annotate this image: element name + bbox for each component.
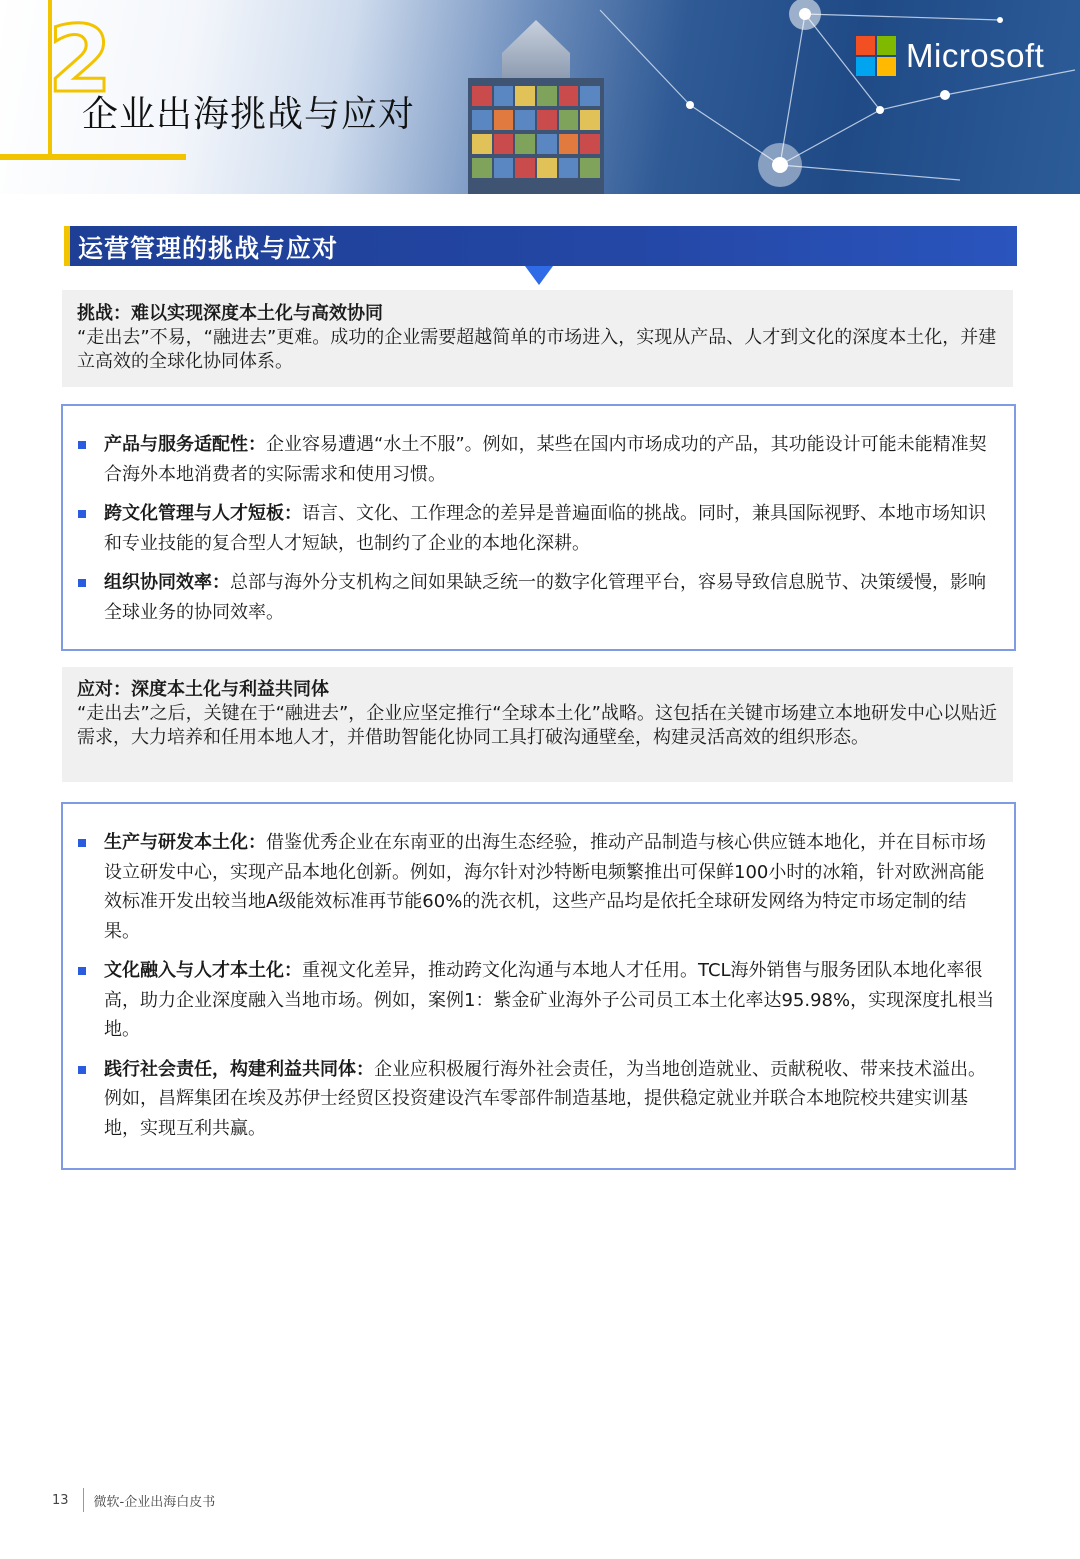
list-item [77, 568, 1000, 627]
item-label: 产品与服务适配性： [104, 434, 266, 455]
item-label: 组织协同效率： [104, 572, 230, 593]
item-label: 践行社会责任，构建利益共同体： [104, 1058, 374, 1080]
list-item [77, 956, 1000, 1045]
bullet-square-icon [78, 441, 86, 449]
challenge-list [61, 404, 1016, 651]
response-text: “走出去”之后，关键在于“融进去”，企业应坚定推行“全球本土化”战略。这包括在关键市场建立本地研发中心以贴近需求，大力培养和任用本地人才，并借助智能化协同工具打破沟通壁垒，构建灵活高效的组织形态。 [77, 703, 997, 748]
page-number: 13 [52, 1492, 69, 1508]
list-item [77, 1055, 1000, 1144]
subsection-title: 运营管理的挑战与应对 [78, 234, 339, 263]
section-number: 2 [48, 6, 113, 113]
bullet-square-icon [78, 839, 86, 847]
brand-name: Microsoft [906, 37, 1045, 74]
challenge-summary [62, 290, 1013, 387]
challenge-text: “走出去”不易，“融进去”更难。成功的企业需要超越简单的市场进入，实现从产品、人才到文化的深度本土化，并建立高效的全球化协同体系。 [77, 327, 997, 372]
cargo-ship-graphic [462, 20, 610, 194]
item-label: 生产与研发本土化： [104, 832, 266, 853]
section-title: 企业出海挑战与应对 [82, 94, 416, 135]
bullet-square-icon [78, 579, 86, 587]
bullet-square-icon [78, 510, 86, 518]
item-text: 企业容易遭遇“水土不服”。例如，某些在国内市场成功的产品，其功能设计可能未能精准契合海外本地消费者的实际需求和使用习惯。 [104, 434, 987, 485]
header-banner [0, 0, 1080, 194]
heading-accent [64, 226, 70, 266]
list-item [77, 430, 1000, 489]
item-label: 文化融入与人才本土化： [104, 960, 302, 981]
section-accent-horizontal [0, 154, 186, 160]
list-item [77, 828, 1000, 946]
document-title: 微软-企业出海白皮书 [93, 1494, 216, 1510]
item-text: 重视文化差异，推动跨文化沟通与本地人才任用。TCL海外销售与服务团队本地化率很高，助力企业深度融入当地市场。例如，案例1：紫金矿业海外子公司员工本土化率达95.98%，实现深度扎根当地。 [104, 960, 995, 1040]
microsoft-windows-icon [856, 36, 896, 76]
footer-divider [83, 1488, 84, 1512]
item-text: 企业应积极履行海外社会责任，为当地创造就业、贡献税收、带来技术溢出。例如，昌辉集团在埃及苏伊士经贸区投资建设汽车零部件制造基地，提供稳定就业并联合本地院校共建实训基地，实现互利共赢。 [104, 1058, 986, 1139]
page-footer [52, 1488, 215, 1512]
microsoft-logo [856, 36, 1044, 76]
challenge-title: 挑战：难以实现深度本土化与高效协同 [77, 303, 383, 324]
response-list [61, 802, 1016, 1170]
item-text: 语言、文化、工作理念的差异是普遍面临的挑战。同时，兼具国际视野、本地市场知识和专业技能的复合型人才短缺，也制约了企业的本地化深耕。 [104, 503, 986, 554]
response-summary [62, 667, 1013, 782]
list-item [77, 499, 1000, 558]
item-text: 借鉴优秀企业在东南亚的出海生态经验，推动产品制造与核心供应链本地化，并在目标市场设立研发中心，实现产品本地化创新。例如，海尔针对沙特断电频繁推出可保鲜100小时的冰箱，针对欧洲高能效标准开发出较当地A级能效标准再节能60%的洗衣机，这些产品均是依托全球研发网络为特定市场定制的结果。 [104, 832, 986, 942]
bullet-square-icon [78, 967, 86, 975]
pointer-triangle-icon [525, 266, 553, 285]
subsection-heading [64, 226, 1017, 266]
item-label: 跨文化管理与人才短板： [104, 503, 302, 524]
response-title: 应对：深度本土化与利益共同体 [77, 679, 329, 700]
item-text: 总部与海外分支机构之间如果缺乏统一的数字化管理平台，容易导致信息脱节、决策缓慢，影响全球业务的协同效率。 [104, 572, 986, 623]
bullet-square-icon [78, 1066, 86, 1074]
